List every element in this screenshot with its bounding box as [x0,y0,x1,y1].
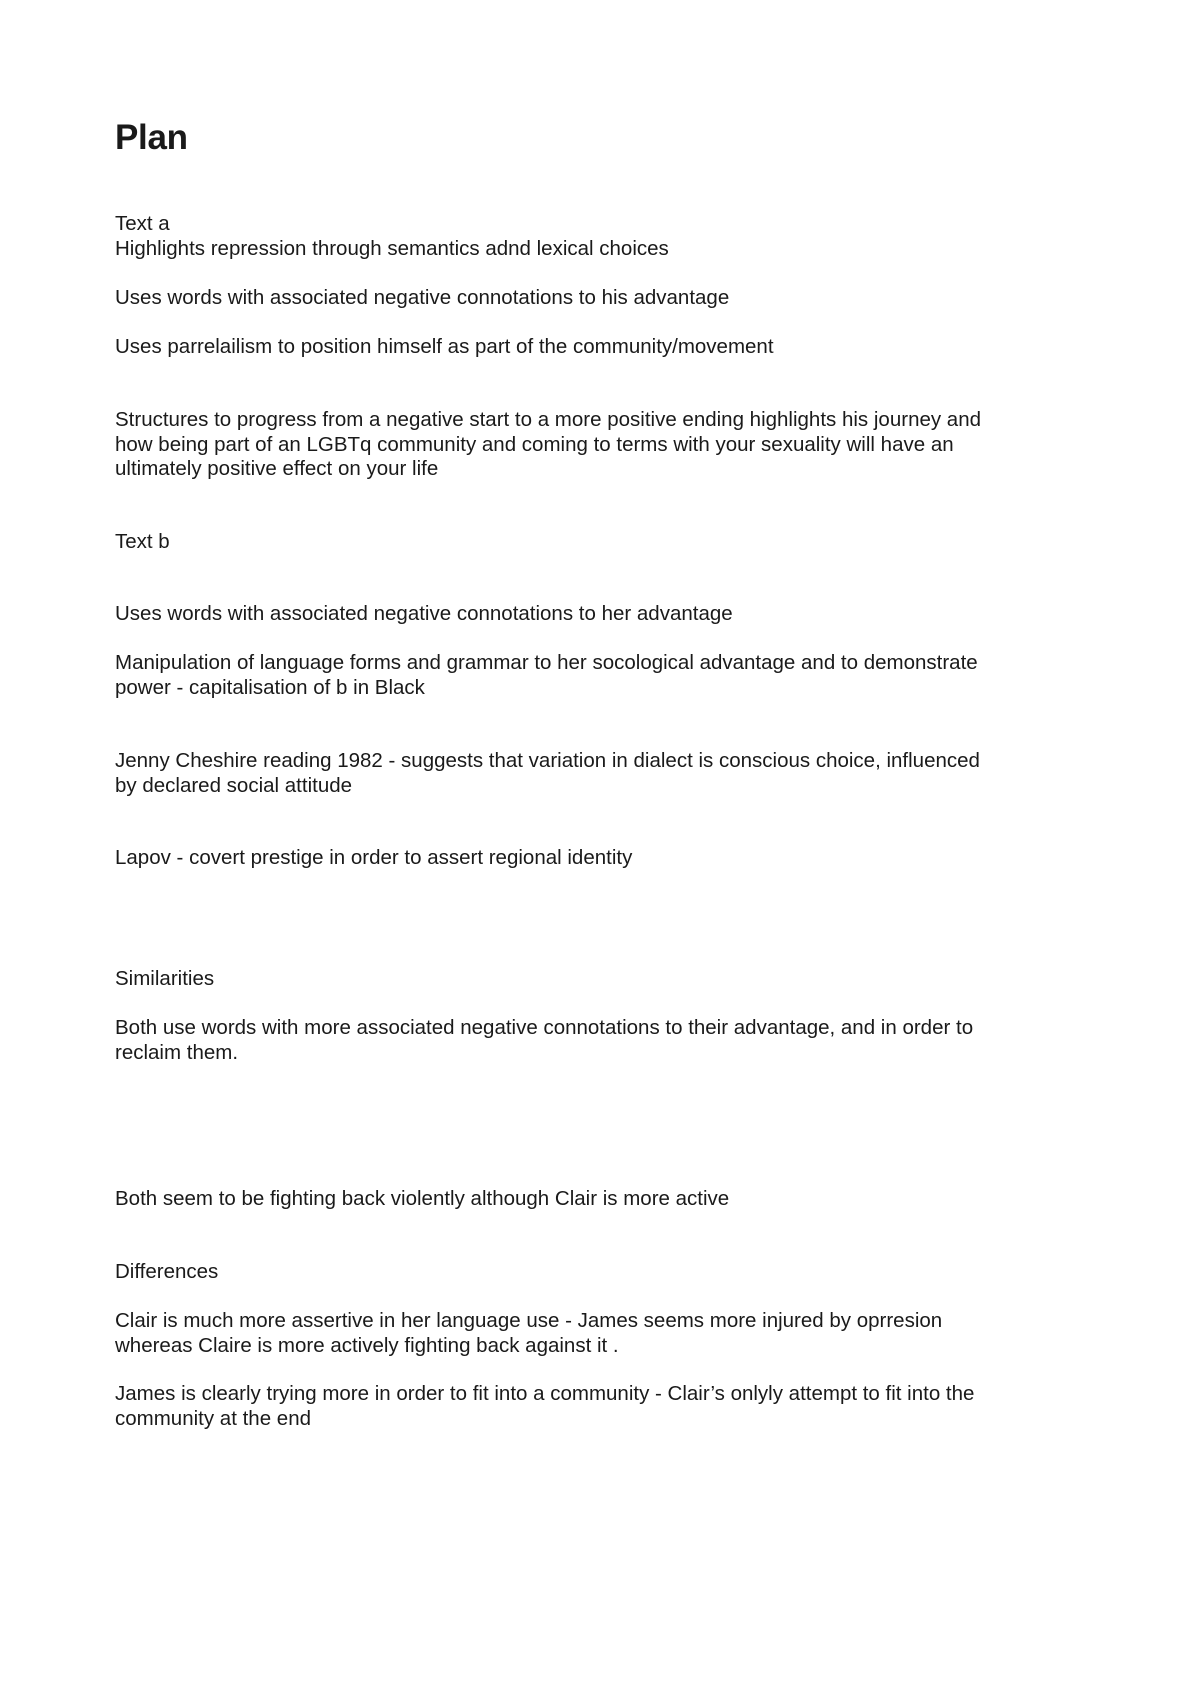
paragraph-line: community at the end [115,1407,311,1430]
page-title: Plan [115,118,188,157]
paragraph-line: Clair is much more assertive in her language use - James seems more injured by oprresion [115,1309,943,1332]
paragraph-line: Highlights repression through semantics adnd lexical choices [115,237,669,260]
paragraph-line: Both seem to be fighting back violently although Clair is more active [115,1187,730,1210]
paragraph-line: Lapov - covert prestige in order to assert regional identity [115,846,633,869]
paragraph-line: whereas Claire is more actively fighting back against it . [115,1334,619,1357]
paragraph-line: reclaim them. [115,1041,239,1064]
paragraph-line: ultimately positive effect on your life [115,457,439,480]
paragraph-line: James is clearly trying more in order to fit into a community - Clair’s onlyly attempt to fit into the [115,1382,975,1405]
paragraph-line: Manipulation of language forms and grammar to her socological advantage and to demonstrate [115,651,978,674]
section-heading-similarities: Similarities [115,967,215,990]
paragraph-line: Structures to progress from a negative start to a more positive ending highlights his journey and [115,408,982,431]
paragraph-line: how being part of an LGBTq community and coming to terms with your sexuality will have an [115,433,954,456]
paragraph-line: Uses words with associated negative connotations to his advantage [115,286,730,309]
section-heading-text-b: Text b [115,530,170,553]
paragraph-line: Both use words with more associated negative connotations to their advantage, and in order to [115,1016,974,1039]
paragraph-line: power - capitalisation of b in Black [115,676,425,699]
paragraph-line: Uses parrelailism to position himself as part of the community/movement [115,335,774,358]
section-heading-text-a: Text a [115,212,170,235]
paragraph-line: Jenny Cheshire reading 1982 - suggests that variation in dialect is conscious choice, influenced [115,749,980,772]
section-heading-differences: Differences [115,1260,219,1283]
paragraph-line: Uses words with associated negative connotations to her advantage [115,602,733,625]
paragraph-line: by declared social attitude [115,774,353,797]
